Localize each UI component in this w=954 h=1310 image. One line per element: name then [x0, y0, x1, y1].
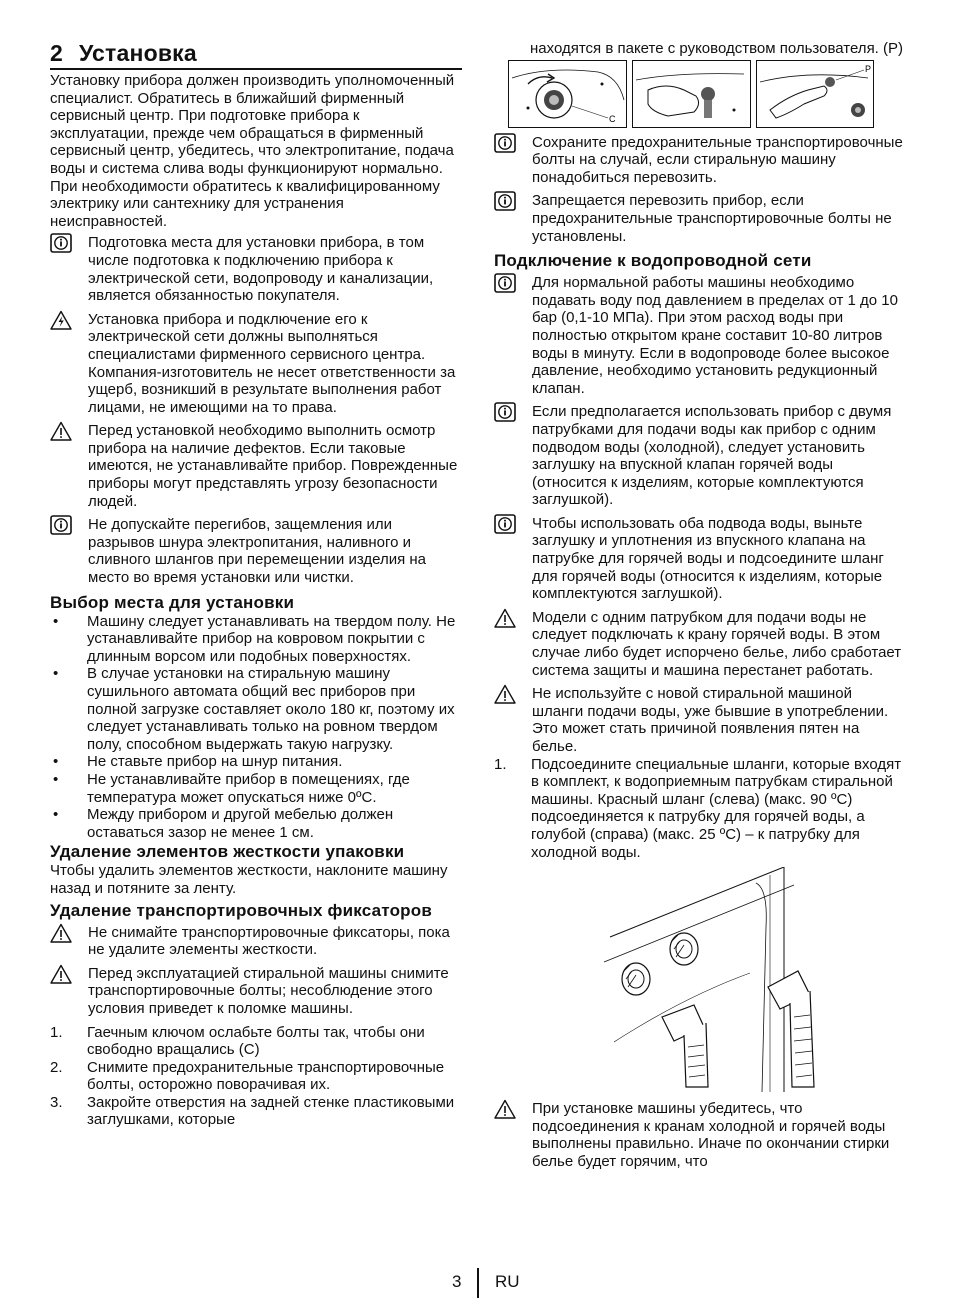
left-column: [50, 40, 462, 1129]
note-item: [494, 192, 906, 245]
list-item: 3. Закройте отверстия на задней стенке пластиковыми заглушками, которые: [50, 1093, 455, 1129]
transport-steps-list: [50, 1024, 462, 1130]
note-item: [494, 403, 906, 509]
warning-icon: [50, 421, 72, 441]
hot-hose-fitting: [662, 1005, 708, 1087]
chapter-title: Установка: [79, 40, 197, 66]
note-item: [494, 685, 906, 755]
continuation-paragraph: находятся в пакете с руководством пользователя. (P): [530, 40, 904, 57]
electric-warning-icon: [50, 310, 72, 330]
hot-water-inlet: [622, 963, 650, 995]
note-text: Установка прибора и подключение его к электрической сети должны выполняться специалистами фирменного сервисного центра. Компания-изготовитель не несет ответственности за ущерб, возникший в результате выполнения работ лицами, не имеющими на то права.: [88, 310, 456, 416]
section-title-location: Выбор места для установки: [50, 592, 295, 612]
note-item: [494, 1100, 906, 1170]
packing-paragraph: Чтобы удалить элементов жесткости, наклоните машину назад и потяните за ленту.: [50, 862, 448, 897]
section-title-water: Подключение к водопроводной сети: [494, 251, 812, 271]
footer-divider: [477, 1268, 479, 1298]
location-bullet-list: [50, 613, 462, 842]
note-item: [50, 924, 462, 959]
info-icon: [494, 133, 516, 153]
note-item: [494, 609, 906, 679]
intro-paragraph: Установку прибора должен производить уполномоченный специалист. Обратитесь в ближайший фирменный сервисный центр. При подготовке прибора к эксплуатации, прежде чем обращаться в фирменный сервисный центр, убедитесь, что электропитание, подача воды и система слива воды функционируют нормально. При необходимости обратитесь к квалифицированному электрику или сантехнику для устранения неисправностей.: [50, 72, 455, 230]
warning-icon: [494, 684, 516, 704]
transport-bolt-illustration: [508, 60, 874, 128]
note-item: [494, 134, 906, 187]
info-icon: [494, 514, 516, 534]
info-icon: [494, 191, 516, 211]
section-title-transport: Удаление транспортировочных фиксаторов: [50, 900, 432, 920]
note-item: [50, 234, 462, 304]
warning-icon: [494, 1099, 516, 1119]
note-text: Сохраните предохранительные транспортировочные болты на случай, если стиральную машину понадобиться перевозить.: [532, 133, 903, 186]
figure-label-c: C: [609, 113, 616, 124]
list-item: 2. Снимите предохранительные транспортировочные болты, осторожно поворачивая их.: [50, 1058, 445, 1094]
note-item: [494, 515, 906, 603]
list-item: • Машину следует устанавливать на твердом полу. Не устанавливайте прибор на ковровом покрытии с длинным ворсом или подобных поверхностях.: [53, 612, 456, 665]
info-icon: [50, 233, 72, 253]
section-title-packing: Удаление элементов жесткости упаковки: [50, 842, 405, 862]
note-text: Перед эксплуатацией стиральной машины снимите транспортировочные болты; несоблюдение этого условия приведет к поломке машины.: [88, 964, 449, 1017]
note-text: Для нормальной работы машины необходимо подавать воду под давлением в пределах от 1 до 10 бар (0,1-10 МПа). При этом расход воды при полностью открытом кране составит 10-80 литров воды в минуту. Если в водопроводе более высокое давление, необходимо установить редукционный клапан.: [532, 274, 898, 397]
note-text: Не допускайте перегибов, защемления или разрывов шнура электропитания, наливного и сливного шлангов при перемещении изделия на место во время установки или чистки.: [88, 516, 427, 587]
note-text: Чтобы использовать оба подвода воды, выньте заглушку и уплотнения из впускного клапана на патрубке для горячей воды и подсоедините шланг для горячей воды (относится к изделиям, которые комплектуются заглушкой).: [532, 514, 884, 603]
note-text: При установке машины убедитесь, что подсоединения к кранам холодной и горячей воды выполнены правильно. Иначе по окончании стирки белье будет горячим, что: [532, 1100, 890, 1170]
note-text: Модели с одним патрубком для подачи воды не следует подключать к крану горячей воды. В этом случае либо будет испорчено белье, либо сработает система защиты и машина перестанет работать.: [532, 608, 902, 679]
note-item: [50, 422, 462, 510]
note-text: Не снимайте транспортировочные фиксаторы, пока не удалите элементы жесткости.: [88, 923, 450, 959]
note-item: [50, 311, 462, 417]
page-number: 3: [452, 1272, 462, 1291]
list-item: • Не ставьте прибор на шнур питания.: [53, 753, 343, 771]
list-item: • Между прибором и другой мебелью должен оставаться зазор не менее 1 см.: [53, 806, 394, 841]
list-item: • Не устанавливайте прибор в помещениях, где температура может опускаться ниже 0ºC.: [53, 770, 410, 806]
info-icon: [50, 515, 72, 535]
note-item: [494, 274, 906, 397]
note-item: [50, 516, 462, 586]
language-code: RU: [495, 1272, 520, 1291]
list-item: 1. Гаечным ключом ослабьте болты так, чтобы они свободно вращались (C): [50, 1023, 425, 1059]
right-column: [494, 40, 906, 1177]
cold-hose-fitting: [768, 971, 814, 1087]
chapter-heading: [50, 40, 462, 70]
note-text: Не используйте с новой стиральной машиной шланги подачи воды, уже бывшие в употреблении. Это может стать причиной появления пятен на белье.: [532, 685, 889, 755]
note-text: Подготовка места для установки прибора, в том числе подготовка к подключению прибора к электрической сети, водопроводу и канализации, является обязанностью покупателя.: [88, 234, 434, 305]
list-item: • В случае установки на стиральную машину сушильного автомата общий вес приборов при полной загрузке составляет около 180 кг, поэтому их следует устанавливать только на ровном твердом полу, способном выдержать такую нагрузку.: [53, 665, 455, 753]
note-text: Перед установкой необходимо выполнить осмотр прибора на наличие дефектов. Если таковые имеются, не устанавливайте прибор. Поврежденные приборы могут представлять угрозу безопасности людей.: [88, 422, 458, 510]
note-item: [50, 965, 462, 1018]
water-steps-list: [494, 756, 906, 862]
water-hose-illustration: [544, 867, 889, 1092]
info-icon: [494, 402, 516, 422]
cold-water-inlet: [670, 933, 698, 965]
chapter-number: 2: [50, 40, 63, 66]
figure-label-p: P: [865, 63, 872, 74]
list-item: 1. Подсоедините специальные шланги, которые входят в комплект, к водоприемным патрубкам стиральной машины. Красный шланг (слева) (макс. 90 ºC) подсоединяется к патрубку для горячей воды, а голубой (справа) (макс. 25 ºC) – к патрубку для холодной воды.: [494, 755, 902, 861]
warning-icon: [494, 608, 516, 628]
warning-icon: [50, 964, 72, 984]
info-icon: [494, 273, 516, 293]
note-text: Запрещается перевозить прибор, если предохранительные транспортировочные болты не установлены.: [532, 192, 892, 245]
note-text: Если предполагается использовать прибор с двумя патрубками для подачи воды как прибор с одним подводом воды (холодной), следует установить заглушку на впускной клапан горячей воды (относится к изделиям, которые комплектуются заглушкой).: [532, 403, 892, 509]
warning-icon: [50, 923, 72, 943]
